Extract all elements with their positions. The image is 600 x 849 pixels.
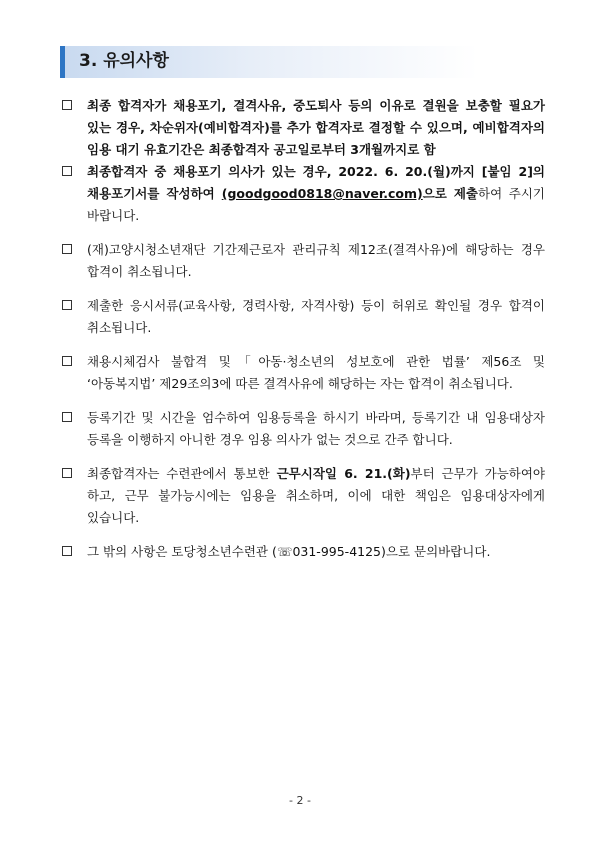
item-text: 부터 근무가 가능하여야 하고, 근무 불가능시에는 임용을 취소하며, 이에 대한 책임은 임용대상자에게 있습니다. [87, 466, 545, 525]
list-item [60, 295, 545, 339]
item-text: 최종합격자는 수련관에서 통보한 [87, 466, 277, 481]
list-item [60, 239, 545, 283]
item-text: 그 밖의 사항은 토당청소년수련관 (☏031-995-4125)으로 문의바랍니다. [87, 544, 491, 559]
checkbox-square-icon [62, 468, 72, 478]
checkbox-square-icon [62, 546, 72, 556]
checkbox-square-icon [62, 166, 72, 176]
list-item [60, 541, 545, 563]
checkbox-square-icon [62, 100, 72, 110]
list-item [60, 407, 545, 451]
list-item [60, 351, 545, 395]
checkbox-square-icon [62, 300, 72, 310]
checkbox-square-icon [62, 244, 72, 254]
list-item [60, 161, 545, 227]
item-text: 최종 합격자가 채용포기, 결격사유, 중도퇴사 등의 이유로 결원을 보충할 필요가 있는 경우, 차순위자(예비합격자)를 추가 합격자로 결정할 수 있으며, 예비합격자의 임용 대기 유효기간은 최종합격자 공고일로부터 3개월까지로 함 [87, 98, 545, 157]
checkbox-square-icon [62, 412, 72, 422]
start-date-text: 근무시작일 6. 21.(화) [276, 466, 411, 481]
item-text: 채용시체검사 불합격 및「아동·청소년의 성보호에 관한 법률’ 제56조 및 ‘아동복지법’ 제29조의3에 따른 결격사유에 해당하는 자는 합격이 취소됩니다. [87, 354, 545, 391]
section-title: 3. 유의사항 [79, 51, 169, 71]
item-text-bold: 으로 제출 [422, 186, 479, 201]
item-text: 제출한 응시서류(교육사항, 경력사항, 자격사항) 등이 허위로 확인될 경우 합격이 취소됩니다. [87, 298, 545, 335]
item-text: 등록기간 및 시간을 엄수하여 임용등록을 하시기 바라며, 등록기간 내 임용대상자 등록을 이행하지 아니한 경우 임용 의사가 없는 것으로 간주 합니다. [87, 410, 545, 447]
checkbox-square-icon [62, 356, 72, 366]
section-header [60, 46, 478, 78]
page-number: - 2 - [289, 794, 311, 807]
list-item [60, 463, 545, 529]
email-link[interactable]: (goodgood0818@naver.com) [221, 186, 423, 201]
notice-list [60, 95, 545, 575]
item-text: (재)고양시청소년재단 기간제근로자 관리규칙 제12조(결격사유)에 해당하는 경우 합격이 취소됩니다. [87, 242, 545, 279]
item-text-normal: 하여 주시기 바랍니다. [87, 186, 545, 223]
item-text: 최종합격자 중 채용포기 의사가 있는 경우, 2022. 6. 20.(월)까지 [붙임 2]의 채용포기서를 작성하여 [87, 164, 545, 201]
list-item [60, 95, 545, 161]
